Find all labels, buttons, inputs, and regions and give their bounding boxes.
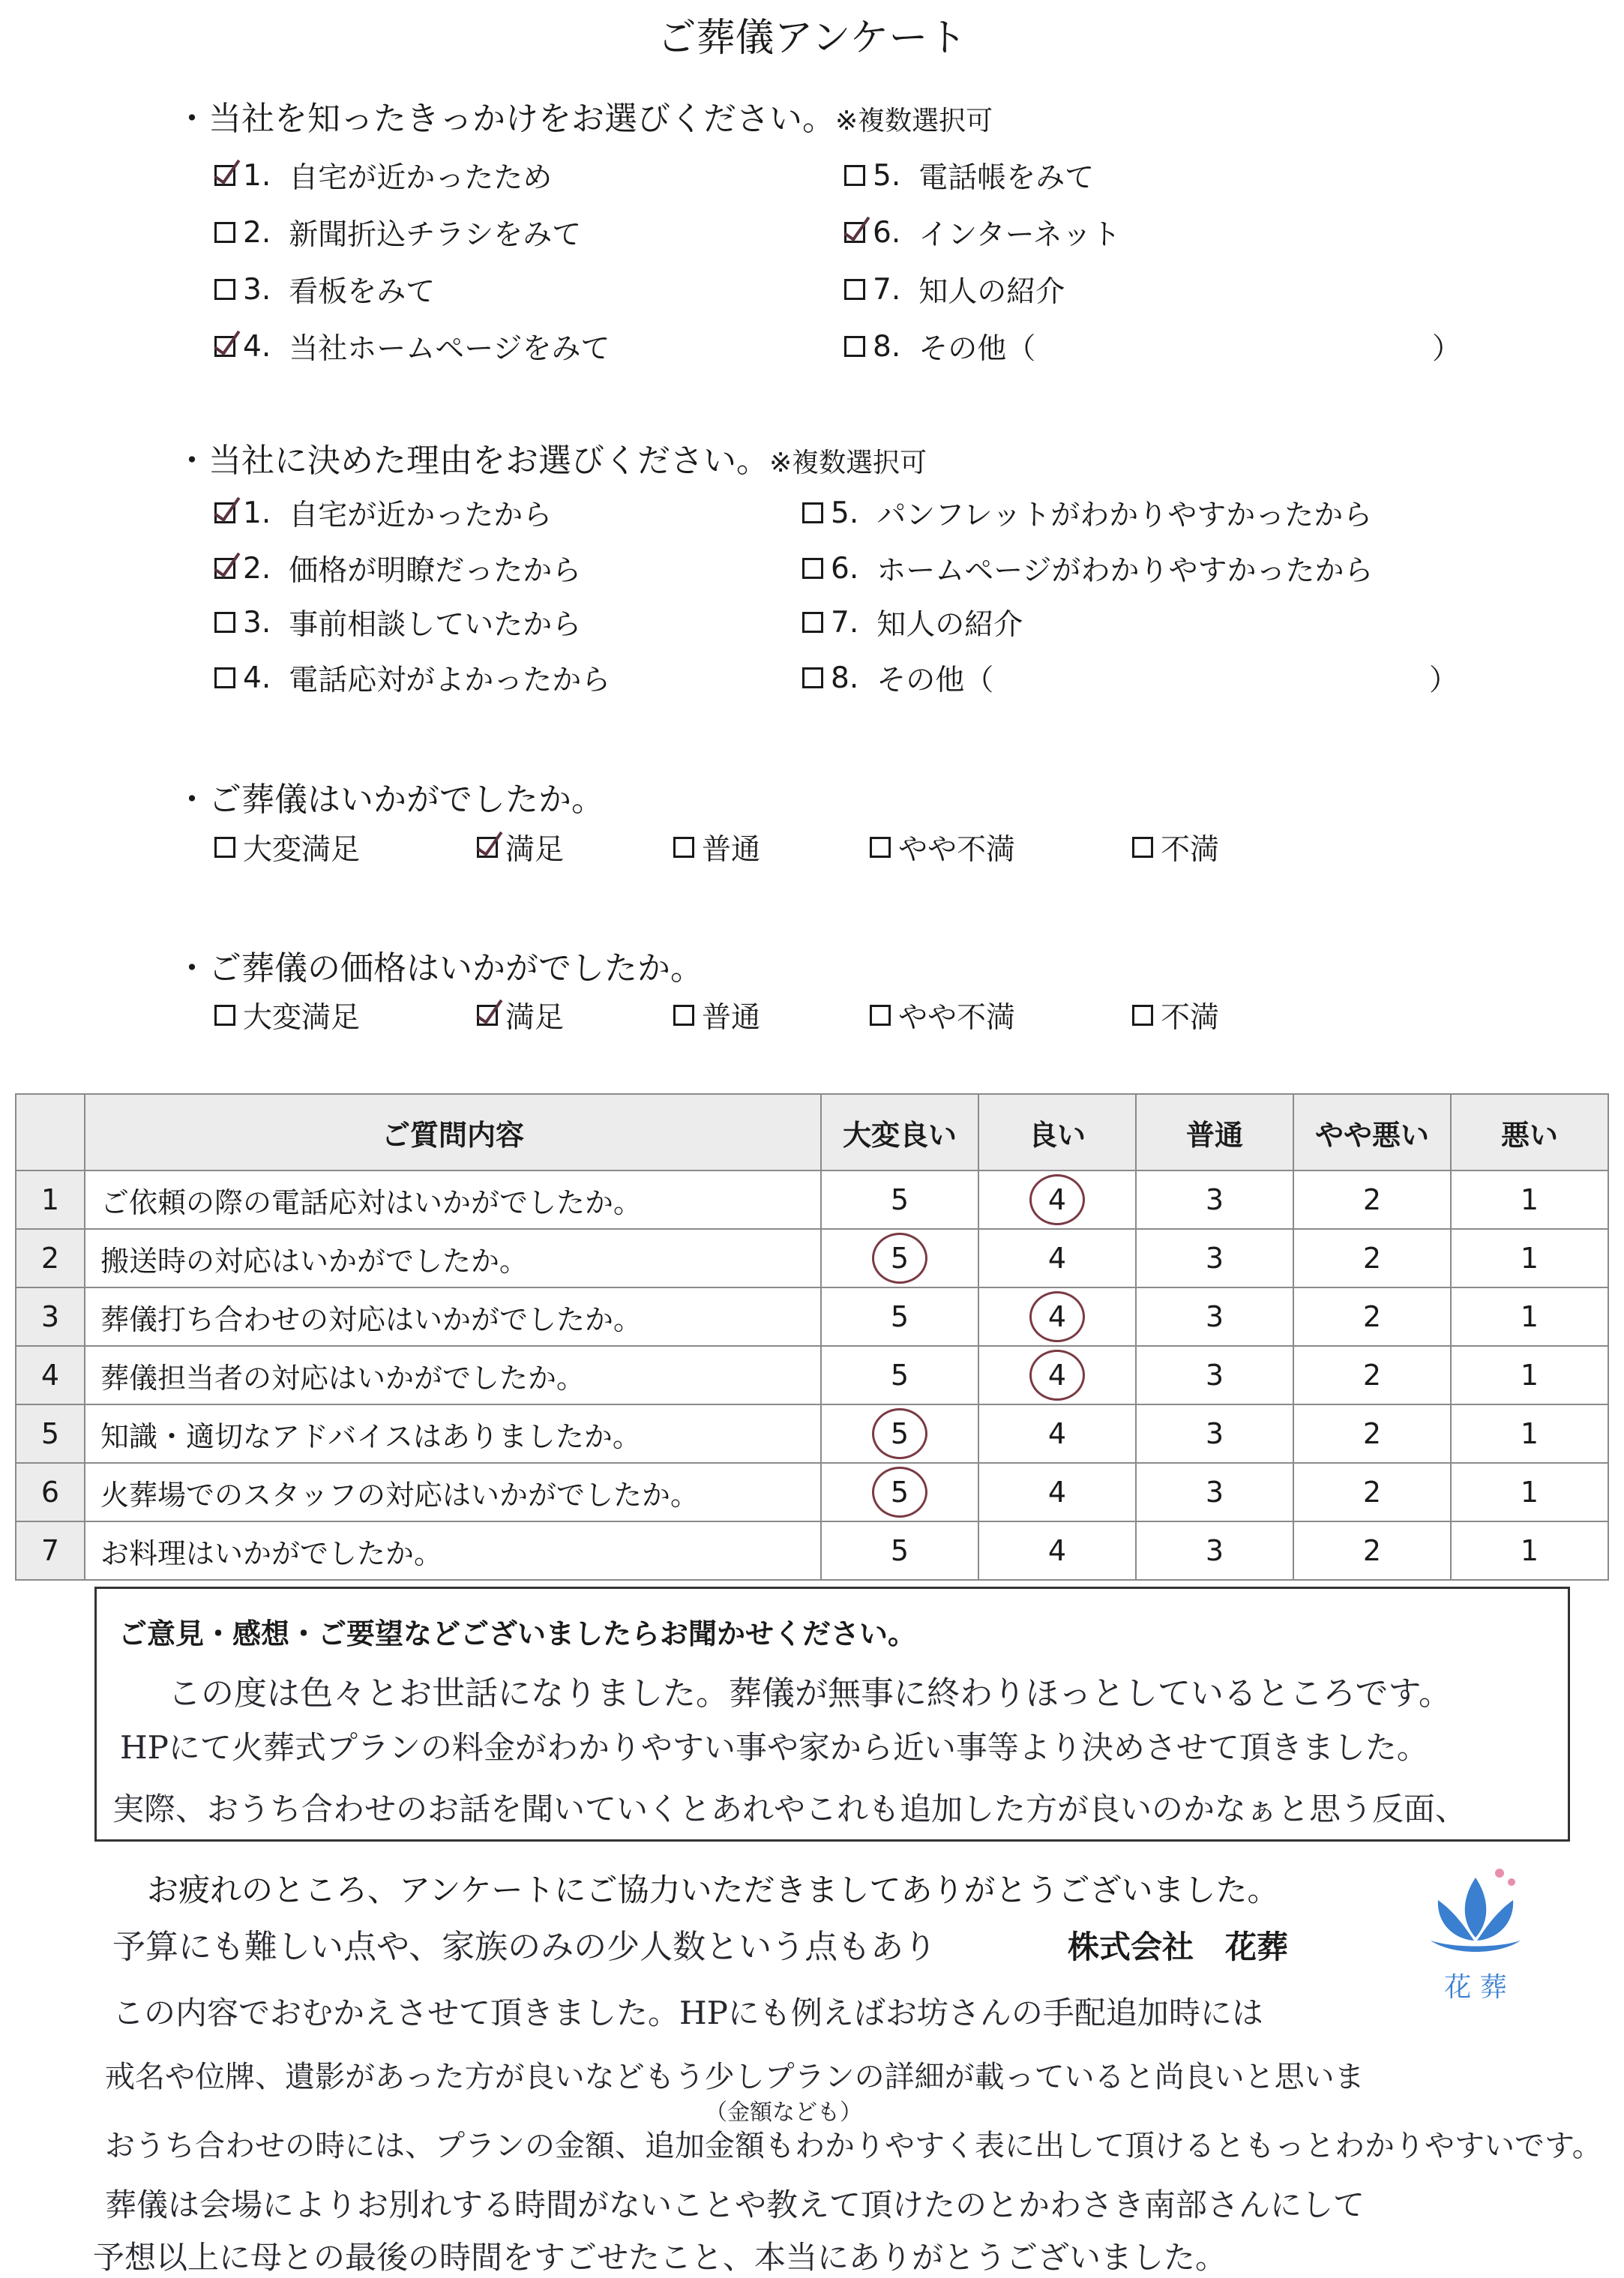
score-value: 4 [1047,1417,1067,1450]
selected-score: 4 [1029,1174,1085,1225]
score-cell[interactable] [1451,1404,1608,1463]
option-label: 自宅が近かったため [289,161,553,195]
row-question: 搬送時の対応はいかがでしたか。 [85,1229,821,1287]
score-cell[interactable] [1136,1404,1293,1463]
checkbox[interactable] [802,502,823,523]
checkbox[interactable] [214,336,235,357]
selected-score: 5 [872,1408,927,1459]
option-label: 価格が明瞭だったから [289,554,582,588]
score-value: 4 [1047,1534,1067,1567]
option-number: 4. [243,329,271,364]
option-label: その他（ [918,332,1036,366]
score-value: 3 [1205,1183,1224,1216]
option-q1-options-4[interactable] [844,154,1094,196]
checkbox[interactable] [214,1005,235,1026]
option-q2-options-1[interactable] [214,547,581,589]
q2-other-close: ） [1429,664,1459,697]
score-cell[interactable] [1136,1229,1293,1287]
score-cell[interactable] [1136,1346,1293,1404]
score-cell[interactable] [1293,1521,1451,1580]
header-slightly-bad: やや悪い [1293,1094,1451,1170]
score-value: 5 [890,1300,909,1333]
table-row [16,1229,1608,1287]
option-label: 満足 [505,1001,565,1035]
option-q3-options-2[interactable] [673,826,760,868]
score-cell[interactable] [978,1521,1136,1580]
lotus-icon [1416,1863,1536,1968]
option-number: 2. [243,551,271,586]
option-q3-options-3[interactable] [870,826,1015,868]
score-value: 2 [1362,1534,1382,1567]
option-q2-options-2[interactable] [214,601,581,643]
score-value: 5 [890,1359,909,1392]
score-cell[interactable] [821,1404,978,1463]
continued-line-2: この内容でおむかえさせて頂きました。HPにも例えばお坊さんの手配追加時には [112,1995,1263,2031]
score-cell[interactable] [1136,1521,1293,1580]
table-row [16,1346,1608,1404]
score-value: 4 [1047,1242,1067,1275]
option-label: 不満 [1161,1001,1220,1035]
option-q3-options-1[interactable] [477,826,564,868]
checkbox[interactable] [214,667,235,688]
q2-heading [175,433,927,481]
score-value: 3 [1205,1242,1224,1275]
score-cell[interactable] [1451,1287,1608,1346]
selected-score: 5 [872,1233,927,1284]
option-q3-options-4[interactable] [1132,826,1219,868]
score-cell[interactable] [978,1287,1136,1346]
option-q4-options-2[interactable] [673,994,760,1036]
score-value: 5 [890,1183,909,1216]
option-number: 3. [243,605,271,640]
company-name: 株式会社 花葬 [1068,1929,1289,1965]
comment-line-3: 実際、おうち合わせのお話を聞いていくとあれやこれも追加した方が良いのかなぁと思う反面、 [112,1791,1467,1827]
checkbox[interactable] [802,558,823,579]
row-number: 7 [16,1521,85,1580]
checkbox[interactable] [673,837,694,858]
score-cell[interactable] [1451,1170,1608,1229]
score-cell[interactable] [1451,1229,1608,1287]
checkbox[interactable] [844,279,865,300]
option-q2-options-7[interactable] [802,657,993,699]
option-q2-options-0[interactable] [214,492,552,534]
option-q1-options-2[interactable] [214,268,435,310]
score-value: 2 [1362,1417,1382,1450]
option-label: 看板をみて [289,275,436,309]
score-cell[interactable] [1136,1287,1293,1346]
header-normal: 普通 [1136,1094,1293,1170]
score-cell[interactable] [1451,1521,1608,1580]
q1-heading [175,91,993,139]
checkbox[interactable] [214,502,235,523]
continued-line-4: おうち合わせの時には、プランの金額、追加金額もわかりやすく表に出して頂けるともっとわかりやすいです。 [105,2129,1602,2163]
row-number: 6 [16,1463,85,1521]
score-cell[interactable] [978,1346,1136,1404]
option-label: 当社ホームページをみて [289,332,610,366]
option-number: 1. [243,496,271,530]
row-number: 5 [16,1404,85,1463]
score-value: 4 [1047,1476,1067,1509]
table-header-row [16,1094,1608,1170]
score-cell[interactable] [978,1463,1136,1521]
checkbox[interactable] [214,222,235,243]
option-number: 6. [873,215,901,250]
option-q4-options-1[interactable] [477,994,564,1036]
option-label: インターネット [918,218,1121,252]
option-q4-options-0[interactable] [214,994,360,1036]
score-cell[interactable] [978,1170,1136,1229]
selected-score: 4 [1029,1350,1085,1401]
option-q2-options-6[interactable] [802,601,1023,643]
score-value: 1 [1520,1300,1539,1333]
table-row [16,1463,1608,1521]
continued-line-6: 予想以上に母との最後の時間をすごせたこと、本当にありがとうございました。 [93,2239,1227,2276]
option-q1-options-7[interactable] [844,325,1035,367]
option-number: 8. [831,661,859,695]
score-value: 3 [1205,1300,1224,1333]
row-question: 葬儀打ち合わせの対応はいかがでしたか。 [85,1287,821,1346]
option-label: 電話帳をみて [918,161,1095,195]
checkbox[interactable] [477,1005,498,1026]
option-label: 自宅が近かったから [289,499,553,532]
q3-heading: ・ご葬儀はいかがでしたか。 [175,781,604,819]
option-q1-options-5[interactable] [844,211,1121,253]
comment-line-2: HPにて火葬式プランの料金がわかりやすい事や家から近い事等より決めさせて頂きました。 [120,1729,1428,1766]
checkbox[interactable] [214,612,235,633]
checkbox[interactable] [214,558,235,579]
row-question: 知識・適切なアドバイスはありましたか。 [85,1404,821,1463]
table-row [16,1404,1608,1463]
score-cell[interactable] [1293,1229,1451,1287]
option-label: その他（ [876,664,994,697]
score-value: 3 [1205,1359,1224,1392]
score-value: 5 [890,1534,909,1567]
score-cell[interactable] [821,1463,978,1521]
score-value: 3 [1205,1534,1224,1567]
checkbox[interactable] [844,336,865,357]
checkbox[interactable] [802,667,823,688]
q2-note: ※複数選択可 [769,448,927,478]
option-label: 大変満足 [243,833,361,867]
option-label: やや不満 [898,1001,1016,1035]
score-value: 1 [1520,1242,1539,1275]
checkbox[interactable] [214,279,235,300]
company-logo [1416,1863,1536,2005]
table-row [16,1521,1608,1580]
header-very-good: 大変良い [821,1094,978,1170]
option-q2-options-3[interactable] [214,657,610,699]
option-label: 普通 [702,833,761,867]
comment-heading: ご意見・感想・ご要望などございましたらお聞かせください。 [118,1617,917,1650]
checkbox[interactable] [844,222,865,243]
header-question: ご質問内容 [85,1094,821,1170]
score-value: 2 [1362,1242,1382,1275]
option-q4-options-3[interactable] [870,994,1015,1036]
option-q1-options-3[interactable] [214,325,610,367]
header-num [16,1094,85,1170]
option-label: 知人の紹介 [918,275,1065,309]
score-cell[interactable] [1293,1346,1451,1404]
option-label: 電話応対がよかったから [289,664,611,697]
score-value: 2 [1362,1359,1382,1392]
row-question: お料理はいかがでしたか。 [85,1521,821,1580]
checkbox[interactable] [844,165,865,186]
score-cell[interactable] [821,1346,978,1404]
score-cell[interactable] [1293,1170,1451,1229]
continued-line-1: 予算にも難しい点や、家族のみの少人数という点もあり [112,1928,937,1966]
option-q3-options-0[interactable] [214,826,360,868]
option-label: 満足 [505,833,565,867]
option-number: 5. [831,496,859,530]
option-number: 2. [243,215,271,250]
row-number: 2 [16,1229,85,1287]
q1-other-close: ） [1432,332,1462,366]
score-cell[interactable] [978,1229,1136,1287]
score-cell[interactable] [821,1521,978,1580]
score-cell[interactable] [821,1229,978,1287]
score-cell[interactable] [1136,1463,1293,1521]
row-number: 4 [16,1346,85,1404]
option-number: 8. [873,329,901,364]
rating-table [15,1093,1609,1581]
checkbox[interactable] [214,165,235,186]
comment-line-1: この度は色々とお世話になりました。葬儀が無事に終わりほっとしているところです。 [168,1674,1452,1713]
option-label: 知人の紹介 [876,608,1023,642]
option-label: 普通 [702,1001,761,1035]
row-question: 葬儀担当者の対応はいかがでしたか。 [85,1346,821,1404]
option-number: 4. [243,661,271,695]
checkbox[interactable] [214,837,235,858]
row-number: 1 [16,1170,85,1229]
option-q1-options-1[interactable] [214,211,581,253]
selected-score: 5 [872,1467,927,1518]
checkbox[interactable] [673,1005,694,1026]
option-number: 5. [873,158,901,193]
option-number: 6. [831,551,859,586]
continued-insertion: （金額なども） [705,2100,862,2126]
score-cell[interactable] [821,1170,978,1229]
score-cell[interactable] [1293,1287,1451,1346]
logo-text: 花 葬 [1444,1972,1507,2003]
option-q4-options-4[interactable] [1132,994,1219,1036]
score-value: 1 [1520,1183,1539,1216]
continued-line-5: 葬儀は会場によりお別れする時間がないことや教えて頂けたのとかわさき南部さんにして [105,2187,1365,2223]
option-number: 3. [243,272,271,307]
score-cell[interactable] [1293,1404,1451,1463]
checkbox[interactable] [802,612,823,633]
option-q2-options-4[interactable] [802,492,1372,534]
score-cell[interactable] [1136,1170,1293,1229]
score-value: 1 [1520,1359,1539,1392]
continued-line-3: 戒名や位牌、遺影があった方が良いなどもう少しプランの詳細が載っていると尚良いと思いま [105,2060,1365,2094]
score-cell[interactable] [978,1404,1136,1463]
score-value: 2 [1362,1476,1382,1509]
score-cell[interactable] [1451,1346,1608,1404]
score-cell[interactable] [821,1287,978,1346]
option-label: 大変満足 [243,1001,361,1035]
score-value: 3 [1205,1417,1224,1450]
checkbox[interactable] [1132,837,1153,858]
score-cell[interactable] [1293,1463,1451,1521]
table-row [16,1287,1608,1346]
thanks-message: お疲れのところ、アンケートにご協力いただきましてありがとうございました。 [147,1872,1279,1908]
row-question: 火葬場でのスタッフの対応はいかがでしたか。 [85,1463,821,1521]
option-number: 1. [243,158,271,193]
option-label: やや不満 [898,833,1016,867]
option-label: 不満 [1161,833,1220,867]
option-label: パンフレットがわかりやすかったから [876,499,1373,532]
header-good: 良い [978,1094,1136,1170]
page-title: ご葬儀アンケート [657,16,967,61]
option-label: 新聞折込チラシをみて [289,218,582,252]
q1-heading-text: ・当社を知ったきっかけをお選びください。 [175,100,835,138]
score-cell[interactable] [1451,1463,1608,1521]
table-row [16,1170,1608,1229]
option-number: 7. [873,272,901,307]
row-question: ご依頼の際の電話応対はいかがでしたか。 [85,1170,821,1229]
q1-note: ※複数選択可 [835,106,993,136]
score-value: 3 [1205,1476,1224,1509]
checkbox[interactable] [1132,1005,1153,1026]
option-label: ホームページがわかりやすかったから [876,554,1374,588]
header-bad: 悪い [1451,1094,1608,1170]
option-number: 7. [831,605,859,640]
row-number: 3 [16,1287,85,1346]
option-q2-options-5[interactable] [802,547,1373,589]
score-value: 2 [1362,1300,1382,1333]
option-label: 事前相談していたから [289,608,582,642]
q4-heading: ・ご葬儀の価格はいかがでしたか。 [175,949,703,988]
score-value: 1 [1520,1417,1539,1450]
checkbox[interactable] [477,837,498,858]
q2-heading-text: ・当社に決めた理由をお選びください。 [175,442,769,480]
option-q1-options-0[interactable] [214,154,552,196]
score-value: 1 [1520,1534,1539,1567]
score-value: 2 [1362,1183,1382,1216]
checkbox[interactable] [870,1005,891,1026]
score-value: 1 [1520,1476,1539,1509]
selected-score: 4 [1029,1291,1085,1342]
option-q1-options-6[interactable] [844,268,1065,310]
checkbox[interactable] [870,837,891,858]
